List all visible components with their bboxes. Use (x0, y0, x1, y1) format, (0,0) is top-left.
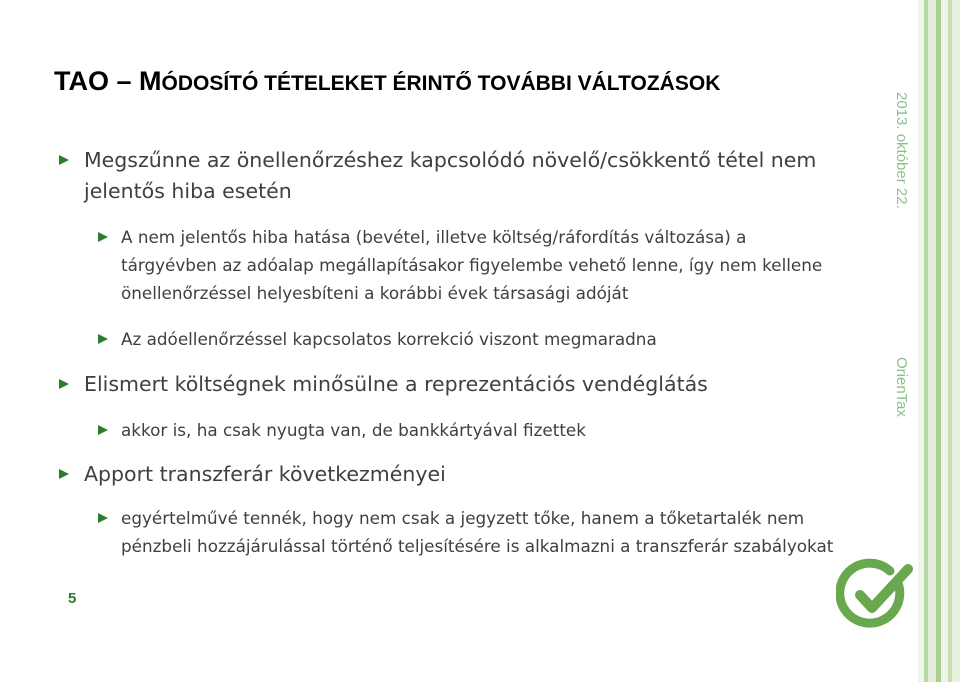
triangle-bullet-icon (98, 232, 108, 242)
decorative-stripes (918, 0, 960, 682)
bullet-text: Apport transzferár következményei (84, 462, 446, 486)
page-number: 5 (68, 590, 77, 607)
triangle-bullet-icon (59, 379, 69, 389)
triangle-bullet-icon (59, 155, 69, 165)
bullet-text: Megszűnne az önellenőrzéshez kapcsolódó növelő/csökkentő tétel nem jelentős hiba esetén (84, 148, 817, 203)
slide-title: TAO – MÓDOSÍTÓ TÉTELEKET ÉRINTŐ TOVÁBBI VÁLTOZÁSOK (54, 66, 721, 96)
sidebar-date: 2013. október 22. (893, 92, 910, 209)
triangle-bullet-icon (98, 513, 108, 523)
sub-bullet-text: A nem jelentős hiba hatása (bevétel, illetve költség/ráfordítás változása) a tárgyévben az adóalap megállapításakor figyelembe vehető lenne, így nem kellene önellenőrzéssel helyesbíteni a korábbi évek társasági adóját (121, 227, 823, 303)
sub-bullet-text: Az adóellenőrzéssel kapcsolatos korrekció viszont megmaradna (121, 329, 657, 349)
triangle-bullet-icon (98, 425, 108, 435)
triangle-bullet-icon (98, 334, 108, 344)
sub-bullet-text: akkor is, ha csak nyugta van, de bankkártyával fizettek (121, 420, 586, 440)
bullet-text: Elismert költségnek minősülne a reprezentációs vendéglátás (84, 372, 708, 396)
sub-bullet-text: egyértelművé tennék, hogy nem csak a jegyzett tőke, hanem a tőketartalék nem pénzbeli hozzájárulással történő teljesítésére is alkalmazni a transzferár szabályokat (121, 508, 834, 556)
triangle-bullet-icon (59, 469, 69, 479)
sidebar-brand: OrienTax (893, 357, 910, 418)
check-circle-icon (836, 555, 916, 635)
